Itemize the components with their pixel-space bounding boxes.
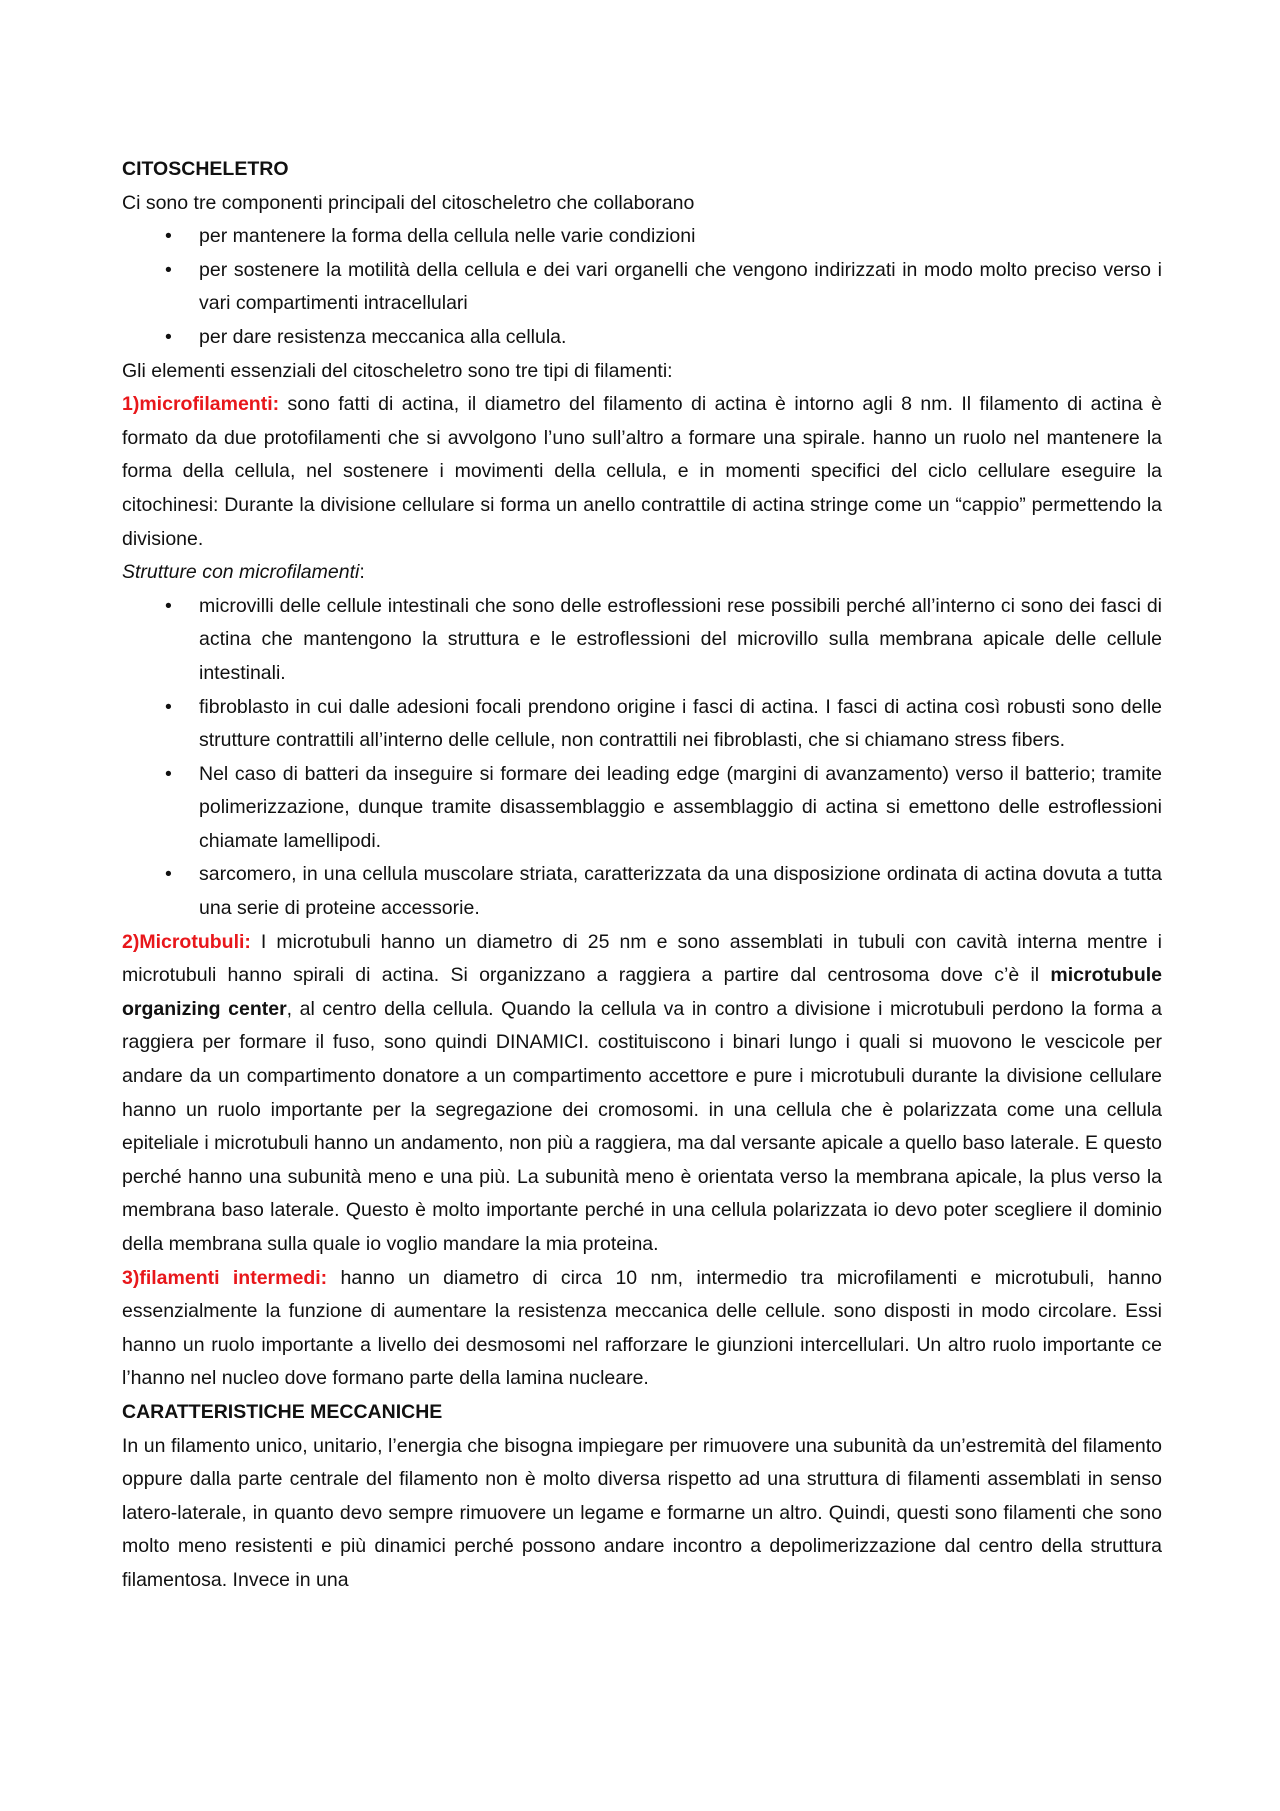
document-page <box>122 153 1162 1598</box>
list-item: • per dare resistenza meccanica alla cellula. <box>122 321 1162 355</box>
list-item: • fibroblasto in cui dalle adesioni focali prendono origine i fasci di actina. I fasci di actina così robusti sono delle strutture contrattili all’interno delle cellule, non contrattili nei fibroblasti, che si chiamano stress fibers. <box>122 691 1162 758</box>
heading-citoscheletro: CITOSCHELETRO <box>122 158 289 180</box>
bullet-icon: • <box>165 695 172 718</box>
list-item: • Nel caso di batteri da inseguire si formare dei leading edge (margini di avanzamento) verso il batterio; tramite polimerizzazione, dunque tramite disassemblaggio e assemblaggio di actina si emettono delle estroflessioni chiamate lamellipodi. <box>122 758 1162 859</box>
list-item: • microvilli delle cellule intestinali che sono delle estroflessioni rese possibili perché all’interno ci sono dei fasci di actina che mantengono la struttura e le estroflessioni del microvillo sulla membrana apicale delle cellule intestinali. <box>122 590 1162 691</box>
bullet-icon: • <box>165 258 172 281</box>
intermedi-label: 3)filamenti intermedi: <box>122 1266 328 1289</box>
intro-paragraph: Ci sono tre componenti principali del citoscheletro che collaborano <box>122 191 695 214</box>
microfilamenti-paragraph: 1)microfilamenti: sono fatti di actina, il diametro del filamento di actina è intorno agli 8 nm. Il filamento di actina è formato da due protofilamenti che si avvolgono l’uno sull’altro a formare una spirale. hanno un ruolo nel mantenere la forma della cellula, nel sostenere i movimenti della cellula, e in momenti specifici del ciclo cellulare eseguire la citochinesi: Durante la divisione cellulare si forma un anello contrattile di actina stringe come un “cappio” permettendo la divisione. <box>122 393 1162 550</box>
microtubuli-label: 2)Microtubuli: <box>122 930 251 953</box>
intro-bullet-list <box>122 220 1162 354</box>
mechanics-paragraph: In un filamento unico, unitario, l’energia che bisogna impiegare per rimuovere una subunità da un’estremità del filamento oppure dalla parte centrale del filamento non è molto diversa rispetto ad una struttura di filamenti assemblati in senso latero-laterale, in quanto devo sempre rimuovere un legame e formarne un altro. Quindi, questi sono filamenti che sono molto meno resistenti e più dinamici perché possono andare incontro a depolimerizzazione dal centro della struttura filamentosa. Invece in una <box>122 1434 1162 1591</box>
list-item: • per mantenere la forma della cellula nelle varie condizioni <box>122 220 1162 254</box>
list-item: • sarcomero, in una cellula muscolare striata, caratterizzata da una disposizione ordinata di actina dovuta a tutta una serie di proteine accessorie. <box>122 858 1162 925</box>
heading-caratteristiche: CARATTERISTICHE MECCANICHE <box>122 1400 443 1423</box>
structures-bullet-list <box>122 590 1162 926</box>
bullet-icon: • <box>165 225 172 248</box>
microtubuli-paragraph: 2)Microtubuli: I microtubuli hanno un diametro di 25 nm e sono assemblati in tubuli con cavità interna mentre i microtubuli hanno spirali di actina. Si organizzano a raggiera a partire dal centrosoma dove c’è il microtubule organizing center, al centro della cellula. Quando la cellula va in contro a divisione i microtubuli perdono la forma a raggiera per formare il fuso, sono quindi DINAMICI. costituiscono i binari lungo i quali si muovono le vescicole per andare da un compartimento donatore a un compartimento accettore e pure i microtubuli durante la divisione cellulare hanno un ruolo importante per la segregazione dei cromosomi. in una cellula che è polarizzata come una cellula epiteliale i microtubuli hanno un andamento, non più a raggiera, ma dal versante apicale a quello baso laterale. E questo perché hanno una subunità meno e una più. La subunità meno è orientata verso la membrana apicale, la plus verso la membrana baso laterale. Questo è molto importante perché in una cellula polarizzata io devo poter scegliere il dominio della membrana sulla quale io voglio mandare la mia proteina. <box>122 930 1162 1255</box>
bullet-icon: • <box>165 863 172 886</box>
intermedi-paragraph: 3)filamenti intermedi: hanno un diametro di circa 10 nm, intermedio tra microfilamenti e microtubuli, hanno essenzialmente la funzione di aumentare la resistenza meccanica delle cellule. sono disposti in modo circolare. Essi hanno un ruolo importante a livello dei desmosomi nel rafforzare le giunzioni intercellulari. Un altro ruolo importante ce l’hanno nel nucleo dove formano parte della lamina nucleare. <box>122 1266 1163 1390</box>
bullet-icon: • <box>165 594 172 617</box>
elements-intro: Gli elementi essenziali del citoscheletro sono tre tipi di filamenti: <box>122 359 673 382</box>
structures-label: Strutture con microfilamenti: <box>122 561 365 584</box>
bullet-icon: • <box>165 325 172 348</box>
microfilamenti-label: 1)microfilamenti: <box>122 393 280 416</box>
bullet-icon: • <box>165 762 172 785</box>
mtoc-term: microtubule organizing center <box>122 964 1162 1020</box>
list-item: • per sostenere la motilità della cellula e dei vari organelli che vengono indirizzati in modo molto preciso verso i vari compartimenti intracellulari <box>122 254 1162 321</box>
